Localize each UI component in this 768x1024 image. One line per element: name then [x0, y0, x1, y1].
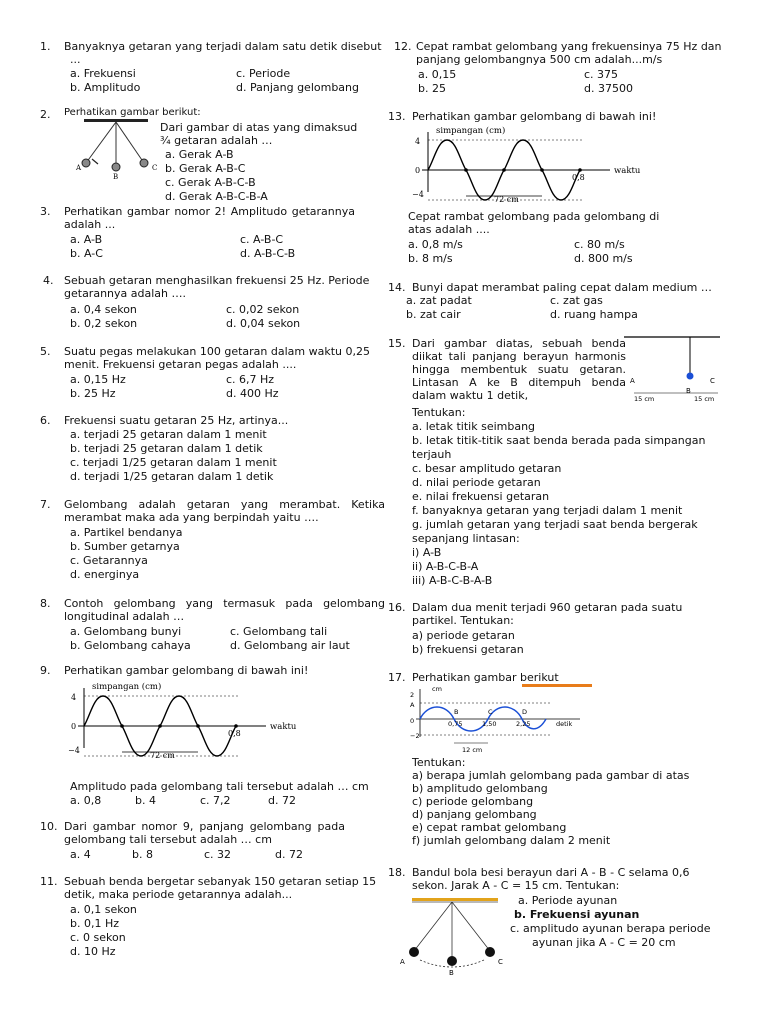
y-tick-2: 2: [410, 691, 415, 699]
option-d: d. energinya: [70, 568, 140, 581]
option-d: d. terjadi 1/25 getaran dalam 1 detik: [70, 470, 274, 483]
question-number: 14.: [388, 281, 406, 294]
pendulum-figure-15: [624, 335, 724, 405]
question-number: 18.: [388, 866, 406, 879]
option-a: a. terjadi 25 getaran dalam 1 menit: [70, 428, 267, 441]
option-c: c. amplitudo ayunan berapa periode: [510, 922, 711, 935]
option-c: c. terjadi 1/25 getaran dalam 1 menit: [70, 456, 277, 469]
pendulum-figure: [72, 119, 162, 179]
y-axis-label: simpangan (cm): [436, 126, 506, 136]
option-b: b) frekuensi getaran: [412, 643, 524, 656]
option-b: b. terjadi 25 getaran dalam 1 detik: [70, 442, 263, 455]
question-number: 4.: [43, 274, 54, 287]
option-b: b. Gerak A-B-C: [165, 162, 246, 175]
sub-item-d: d) panjang gelombang: [412, 808, 537, 821]
question-text: Dari gambar diatas, sebuah benda diikat tali panjang berayun harmonis hingga membentuk suatu getaran. Lintasan A ke B ditempuh benda dalam waktu 1 detik,: [412, 337, 626, 402]
question-text: Gelombang adalah getaran yang merambat. Ketika merambat maka ada yang berpindah yaitu ….: [64, 498, 385, 524]
option-c: c. 32: [204, 848, 232, 861]
label-A: A: [76, 164, 82, 172]
question-number: 7.: [40, 498, 51, 511]
option-a: a. 0,1 sekon: [70, 903, 137, 916]
sub-item-g: g. jumlah getaran yang terjadi saat benda bergerak: [412, 518, 698, 531]
option-c: c. 80 m/s: [574, 238, 625, 251]
question-number: 1.: [40, 40, 51, 53]
option-c: c. 0 sekon: [70, 931, 126, 944]
option-b: b. Amplitudo: [70, 81, 141, 94]
label-A: A: [400, 958, 405, 966]
option-d: d. 10 Hz: [70, 945, 116, 958]
sub-item-d: d. nilai periode getaran: [412, 476, 541, 489]
sub-item-b: b. letak titik-titik saat benda berada pada simpangan: [412, 434, 706, 447]
option-d: d. 37500: [584, 82, 633, 95]
sub-item-g-ii: ii) A-B-C-B-A: [412, 560, 479, 573]
sub-item-b: b) amplitudo gelombang: [412, 782, 548, 795]
question-3: [40, 205, 385, 263]
label-C: C: [710, 377, 715, 385]
question-number: 6.: [40, 414, 51, 427]
sub-item-a: a. letak titik seimbang: [412, 420, 536, 433]
sub-item-c: c. besar amplitudo getaran: [412, 462, 562, 475]
question-text: Perhatikan gambar gelombang di bawah ini!: [412, 110, 657, 123]
x-tick-2-25: 2,25: [516, 720, 531, 728]
option-a: a. 0,15 Hz: [70, 373, 126, 386]
option-c: c. Gelombang tali: [230, 625, 328, 638]
distance-1: 15 cm: [634, 395, 655, 403]
option-b: b. 0,2 sekon: [70, 317, 138, 330]
y-tick-4: 4: [71, 693, 77, 702]
option-b: b. 0,1 Hz: [70, 917, 120, 930]
label-B: B: [686, 387, 691, 395]
distance-2: 15 cm: [694, 395, 715, 403]
x-tick-0-8: 0,8: [228, 729, 241, 738]
question-text: Perhatikan gambar gelombang di bawah ini!: [64, 664, 309, 677]
option-c: c. Getarannya: [70, 554, 148, 567]
question-text: Perhatikan gambar nomor 2! Amplitudo getarannya adalah ...: [64, 205, 355, 231]
option-d: d. 800 m/s: [574, 252, 633, 265]
option-d: d. A-B-C-B: [240, 247, 296, 260]
question-number: 2.: [40, 108, 51, 121]
question-number: 8.: [40, 597, 51, 610]
question-ask: Cepat rambat gelombang pada gelombang di atas adalah ....: [408, 210, 660, 236]
option-b: b. Frekuensi ayunan: [514, 908, 640, 921]
wavelength-label: 72 cm: [494, 195, 519, 204]
question-9: [40, 664, 385, 806]
question-intro: Perhatikan gambar berikut:: [64, 107, 201, 118]
question-text: Banyaknya getaran yang terjadi dalam satu detik disebut: [64, 40, 382, 53]
question-text: Cepat rambat gelombang yang frekuensinya 75 Hz dan panjang gelombangnya 500 cm adalah...m/s: [416, 40, 722, 66]
question-text: Perhatikan gambar berikut: [412, 671, 559, 684]
option-a: a. Gerak A-B: [165, 148, 234, 161]
option-b: b. 25 Hz: [70, 387, 116, 400]
question-7: [40, 498, 385, 583]
wave-graph-17: [410, 683, 600, 755]
option-d: d. 400 Hz: [226, 387, 279, 400]
y-tick-neg4: −4: [412, 190, 424, 199]
x-unit: detik: [556, 720, 573, 728]
question-8: [40, 597, 385, 655]
y-unit: cm: [432, 685, 442, 693]
option-a: a. Periode ayunan: [518, 894, 618, 907]
sub-item-f: f) jumlah gelombang dalam 2 menit: [412, 834, 611, 847]
label-C: C: [152, 164, 158, 172]
option-a: a. Partikel bendanya: [70, 526, 183, 539]
sub-item-a: a) berapa jumlah gelombang pada gambar di atas: [412, 769, 690, 782]
option-d: d. Panjang gelombang: [236, 81, 360, 94]
option-c-cont: ayunan jika A - C = 20 cm: [532, 936, 676, 949]
question-ask: Tentukan:: [412, 756, 466, 769]
pendulum-figure-18: [400, 898, 508, 976]
option-b: b. A-C: [70, 247, 103, 260]
option-c: c. 0,02 sekon: [226, 303, 300, 316]
question-16: [388, 601, 758, 659]
option-c: c. A-B-C: [240, 233, 284, 246]
question-number: 12.: [394, 40, 412, 53]
question-text: Dari gambar nomor 9, panjang gelombang pada gelombang tali tersebut adalah … cm: [64, 820, 345, 846]
y-tick-4: 4: [415, 137, 421, 146]
question-number: 16.: [388, 601, 406, 614]
option-a: a. 0,8 m/s: [408, 238, 463, 251]
option-b: b. Gelombang cahaya: [70, 639, 191, 652]
label-B: B: [113, 173, 119, 179]
option-a: a. A-B: [70, 233, 103, 246]
option-a: a. zat padat: [406, 294, 472, 307]
wavelength-label: 12 cm: [462, 746, 483, 754]
x-tick-1-50: 1,50: [482, 720, 497, 728]
option-c: c. 6,7 Hz: [226, 373, 275, 386]
question-text: Sebuah benda bergetar sebanyak 150 getaran setiap 15 detik, maka periode getarannya adalah...: [64, 875, 377, 901]
option-b: b. 4: [135, 794, 156, 807]
y-axis-label: simpangan (cm): [92, 682, 162, 692]
sub-item-b-cont: terjauh: [412, 448, 452, 461]
option-a: a. Frekuensi: [70, 67, 136, 80]
option-a: a. 0,4 sekon: [70, 303, 137, 316]
label-A: A: [630, 377, 635, 385]
option-c: c. zat gas: [550, 294, 603, 307]
question-text: Frekuensi suatu getaran 25 Hz, artinya...: [64, 414, 289, 427]
question-4: [40, 274, 385, 332]
option-b: b. 8: [132, 848, 153, 861]
label-C: C: [488, 708, 493, 716]
option-a: a. 4: [70, 848, 91, 861]
question-number: 13.: [388, 110, 406, 123]
question-text: Dari gambar di atas yang dimaksud: [160, 121, 358, 134]
question-17: [388, 671, 758, 849]
sub-item-e: e) cepat rambat gelombang: [412, 821, 567, 834]
y-tick-neg4: −4: [68, 746, 80, 755]
question-text: Bandul bola besi berayun dari A - B - C selama 0,6 sekon. Jarak A - C = 15 cm. Tentukan:: [412, 866, 690, 892]
question-number: 9.: [40, 664, 51, 677]
question-text-2: ¾ getaran adalah …: [160, 134, 273, 147]
label-B: B: [454, 708, 459, 716]
option-d: d. Gerak A-B-C-B-A: [165, 190, 268, 203]
wave-graph-13: [408, 124, 658, 204]
question-number: 3.: [40, 205, 51, 218]
question-number: 15.: [388, 337, 406, 350]
option-c: c. Gerak A-B-C-B: [165, 176, 256, 189]
question-14: [388, 281, 758, 321]
question-13: [388, 110, 758, 265]
y-tick-0: 0: [410, 717, 415, 725]
question-number: 11.: [40, 875, 58, 888]
option-b: b. zat cair: [406, 308, 461, 321]
question-12: [388, 40, 758, 98]
question-text: Bunyi dapat merambat paling cepat dalam medium …: [412, 281, 712, 294]
x-axis-label: waktu: [270, 722, 297, 732]
question-10: [40, 820, 385, 865]
option-c: c. Periode: [236, 67, 291, 80]
question-text: Sebuah getaran menghasilkan frekuensi 25 Hz. Periode getarannya adalah ….: [64, 274, 370, 300]
question-number: 10.: [40, 820, 58, 833]
question-1: [40, 40, 385, 95]
question-text: Contoh gelombang yang termasuk pada gelombang longitudinal adalah …: [64, 597, 385, 623]
question-15: [388, 337, 758, 589]
question-5: [40, 345, 385, 403]
question-text-cont: ...: [70, 53, 81, 66]
label-D: D: [522, 708, 528, 716]
question-number: 5.: [40, 345, 51, 358]
option-a: a. Gelombang bunyi: [70, 625, 182, 638]
question-6: [40, 414, 385, 484]
x-tick-0-75: 0,75: [448, 720, 463, 728]
option-a: a) periode getaran: [412, 629, 515, 642]
sub-item-c: c) periode gelombang: [412, 795, 534, 808]
option-d: d. 72: [275, 848, 303, 861]
sub-item-g-iii: iii) A-B-C-B-A-B: [412, 574, 493, 587]
y-tick-neg2: −2: [410, 732, 420, 740]
wavelength-label: 72 cm: [150, 751, 175, 760]
option-b: b. Sumber getarnya: [70, 540, 180, 553]
option-c: c. 7,2: [200, 794, 231, 807]
label-A: A: [410, 701, 415, 709]
option-d: d. Gelombang air laut: [230, 639, 350, 652]
y-tick-0: 0: [415, 166, 421, 175]
question-text: Suatu pegas melakukan 100 getaran dalam waktu 0,25 menit. Frekuensi getaran pegas adalah ....: [64, 345, 370, 371]
option-b: b. 25: [418, 82, 446, 95]
question-number: 17.: [388, 671, 406, 684]
wave-graph: [64, 680, 314, 760]
sub-item-g-cont: sepanjang lintasan:: [412, 532, 520, 545]
label-C: C: [498, 958, 503, 966]
question-2: [40, 108, 385, 203]
question-ask: Tentukan:: [412, 406, 466, 419]
sub-item-e: e. nilai frekuensi getaran: [412, 490, 550, 503]
option-a: a. 0,15: [418, 68, 457, 81]
option-d: d. 0,04 sekon: [226, 317, 301, 330]
option-b: b. 8 m/s: [408, 252, 453, 265]
question-text: Dalam dua menit terjadi 960 getaran pada suatu partikel. Tentukan:: [412, 601, 683, 627]
sub-item-f: f. banyaknya getaran yang terjadi dalam 1 menit: [412, 504, 683, 517]
option-c: c. 375: [584, 68, 619, 81]
question-18: [388, 866, 758, 976]
question-ask: Amplitudo pada gelombang tali tersebut adalah … cm: [70, 780, 369, 793]
question-11: [40, 875, 385, 960]
sub-item-g-i: i) A-B: [412, 546, 442, 559]
option-d: d. ruang hampa: [550, 308, 638, 321]
option-d: d. 72: [268, 794, 296, 807]
label-B: B: [449, 969, 454, 976]
option-a: a. 0,8: [70, 794, 102, 807]
x-tick-0-8: 0,8: [572, 173, 585, 182]
x-axis-label: waktu: [614, 166, 641, 176]
y-tick-0: 0: [71, 722, 77, 731]
